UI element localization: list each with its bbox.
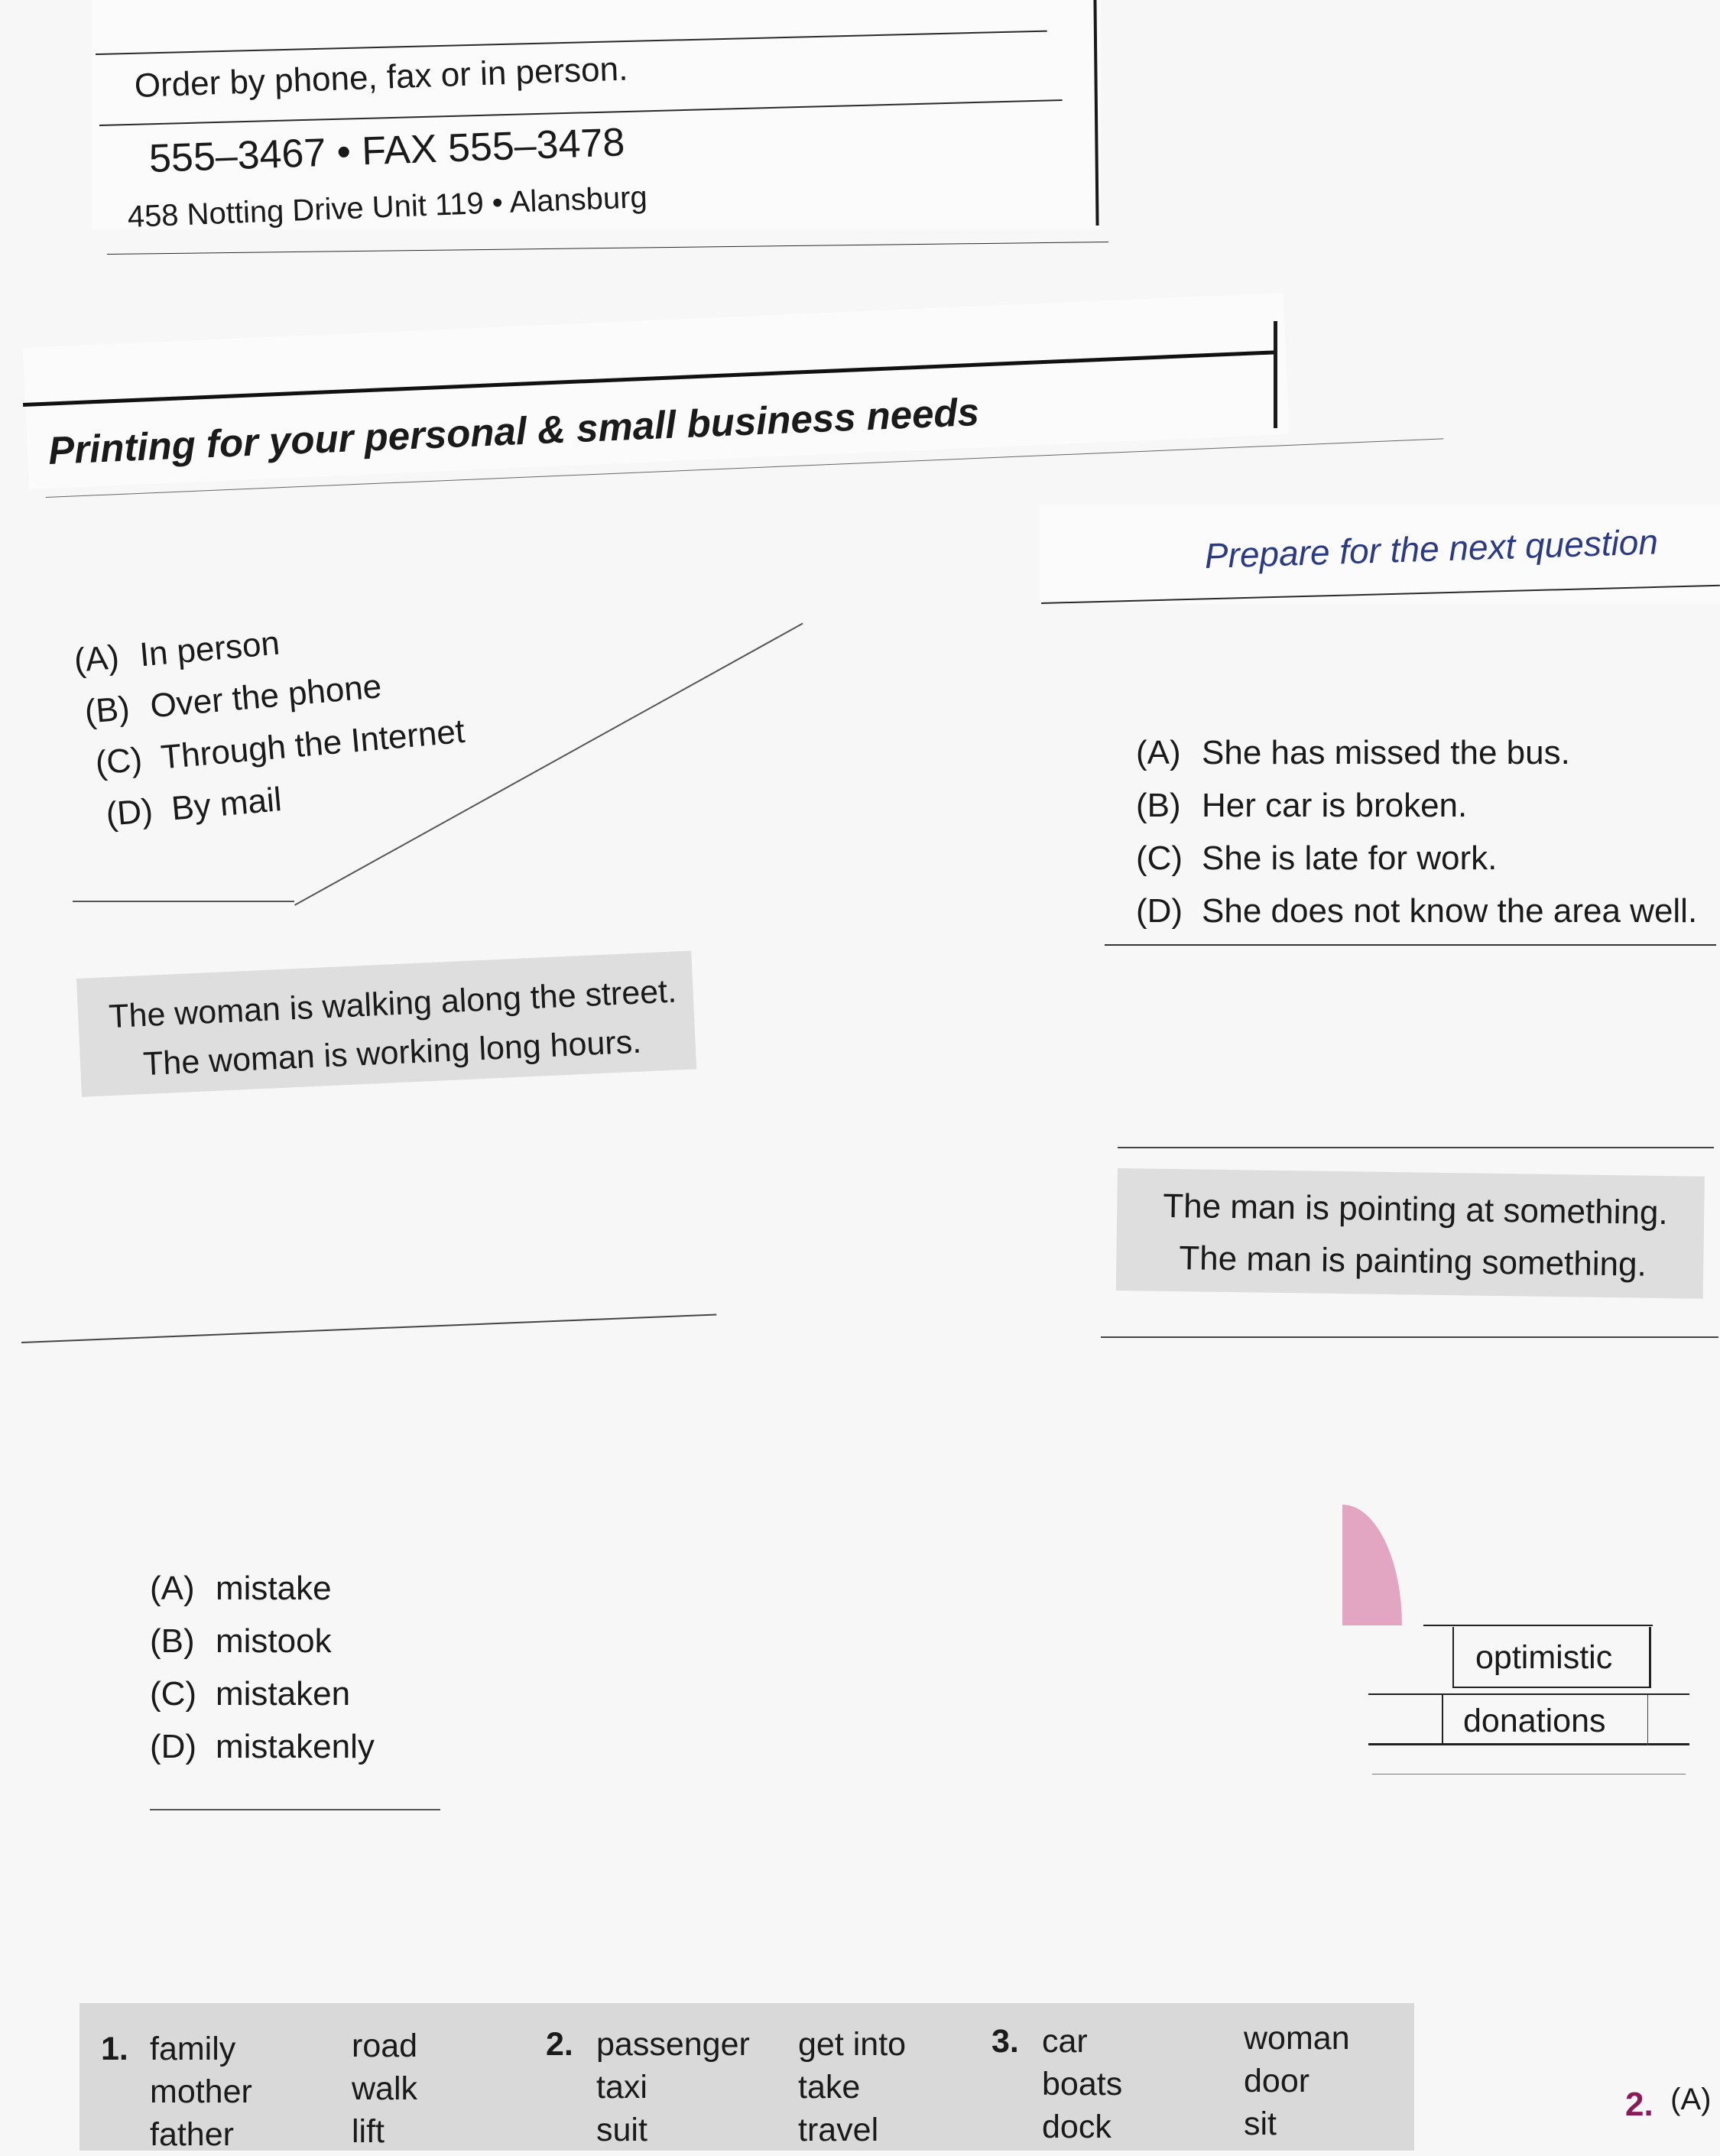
word-item: sit: [1244, 2106, 1277, 2142]
option-label: (C): [150, 1675, 197, 1713]
vocab-col-divider: [1442, 1695, 1443, 1745]
option-a[interactable]: [1136, 734, 1570, 772]
corner-answer-number: 2.: [1625, 2086, 1653, 2123]
word-item: walk: [352, 2070, 418, 2107]
pink-quarter-shape-fill: [1342, 1505, 1402, 1625]
woman-caption-line-2: The woman is working long hours.: [142, 1023, 643, 1083]
word-item: boats: [1042, 2066, 1123, 2102]
man-caption-line-2: The man is painting something.: [1179, 1239, 1647, 1284]
man-section-bottom-rule: [1101, 1336, 1718, 1338]
word-item: door: [1244, 2063, 1310, 2099]
word-group-col-2: [798, 2023, 907, 2148]
question-c-options: [150, 1570, 608, 1784]
vocab-word-optimistic: optimistic: [1475, 1639, 1613, 1676]
word-group-number: 3.: [991, 2023, 1019, 2060]
address-line: 458 Notting Drive Unit 119 • Alansburg: [127, 180, 648, 234]
option-text: By mail: [170, 781, 284, 828]
word-item: travel: [798, 2112, 879, 2148]
vocab-col-divider: [1647, 1695, 1648, 1745]
word-group-3: [991, 2020, 1450, 2148]
option-b[interactable]: [1136, 787, 1467, 825]
vocab-row-optimistic: [1452, 1627, 1651, 1688]
option-text: mistook: [216, 1622, 332, 1660]
question-a-options: [73, 583, 778, 871]
option-text: Over the phone: [148, 667, 384, 726]
option-text: She has missed the bus.: [1202, 734, 1570, 771]
phone-fax-line: 555–3467 • FAX 555–3478: [148, 120, 626, 181]
option-label: (C): [1136, 839, 1183, 877]
pink-quarter-shape: [1342, 1505, 1404, 1625]
option-label: (B): [150, 1622, 195, 1660]
word-group-col-2: [352, 2024, 418, 2150]
option-text: Her car is broken.: [1202, 787, 1468, 824]
option-a[interactable]: [150, 1570, 332, 1608]
woman-caption-box: [76, 950, 696, 1096]
word-item: woman: [1244, 2020, 1350, 2057]
prepare-text: Prepare for the next question: [1204, 521, 1659, 576]
option-text: In person: [138, 624, 281, 674]
option-label: (A): [1136, 734, 1181, 771]
option-label: (A): [73, 638, 121, 680]
word-item: lift: [352, 2113, 385, 2150]
option-text: She is late for work.: [1202, 839, 1498, 877]
word-group-number: 1.: [101, 2031, 128, 2067]
option-c[interactable]: [150, 1675, 350, 1713]
word-item: passenger: [596, 2026, 750, 2063]
vocab-word-donations: donations: [1463, 1703, 1606, 1739]
ad-bottom-rule: [107, 242, 1108, 255]
option-label: (C): [93, 740, 144, 782]
option-b[interactable]: [150, 1622, 332, 1661]
word-item: family: [150, 2031, 236, 2067]
vocab-table: [1368, 1625, 1689, 1747]
option-label: (D): [150, 1728, 197, 1765]
option-label: (A): [150, 1570, 195, 1607]
word-item: taxi: [596, 2069, 647, 2106]
option-c[interactable]: [1136, 839, 1497, 878]
word-item: father: [150, 2116, 234, 2153]
woman-caption-line-1: The woman is walking along the street.: [108, 972, 677, 1036]
option-text: mistaken: [216, 1675, 351, 1713]
option-label: (D): [104, 791, 154, 833]
option-text: She does not know the area well.: [1202, 892, 1698, 930]
question-a-bottom-rule: [73, 901, 294, 902]
order-text: Order by phone, fax or in person.: [134, 50, 629, 105]
word-group-col-1: [150, 2028, 252, 2153]
word-item: mother: [150, 2073, 252, 2110]
word-group-1: [101, 2028, 560, 2156]
option-text: Through the Internet: [159, 712, 466, 777]
man-caption-line-1: The man is pointing at something.: [1162, 1187, 1668, 1232]
man-caption-box: [1116, 1168, 1705, 1299]
vocab-table-top-border: [1423, 1625, 1653, 1626]
option-label: (B): [83, 689, 131, 731]
question-b-options: [1136, 734, 1717, 948]
option-b[interactable]: [83, 667, 383, 732]
word-item: take: [798, 2069, 861, 2106]
corner-answer: [1625, 2083, 1712, 2124]
woman-section-bottom-rule: [21, 1313, 716, 1343]
word-group-2: [546, 2023, 1004, 2151]
question-b-bottom-rule: [1105, 944, 1716, 946]
word-item: dock: [1042, 2109, 1112, 2145]
word-group-col-1: [596, 2023, 750, 2148]
word-group-col-2: [1244, 2017, 1350, 2142]
corner-answer-label: (A): [1670, 2083, 1712, 2116]
word-item: suit: [596, 2112, 647, 2148]
option-d[interactable]: [1136, 892, 1697, 930]
word-item: road: [352, 2028, 418, 2064]
word-group-col-1: [1042, 2020, 1123, 2145]
tagline-text: Printing for your personal & small business needs: [47, 389, 980, 472]
option-label: (B): [1136, 787, 1181, 824]
man-section-top-rule: [1118, 1147, 1714, 1148]
tagline-right-border: [1274, 321, 1277, 428]
question-c-bottom-rule: [150, 1809, 440, 1810]
option-a[interactable]: [73, 625, 281, 680]
option-text: mistakenly: [216, 1728, 375, 1765]
word-group-number: 2.: [546, 2026, 573, 2063]
option-label: (D): [1136, 892, 1183, 930]
option-text: mistake: [216, 1570, 332, 1607]
word-item: car: [1042, 2023, 1088, 2060]
vocab-row-donations: [1368, 1693, 1689, 1745]
option-d[interactable]: [150, 1728, 375, 1766]
option-d[interactable]: [105, 781, 284, 834]
word-item: get into: [798, 2026, 907, 2063]
